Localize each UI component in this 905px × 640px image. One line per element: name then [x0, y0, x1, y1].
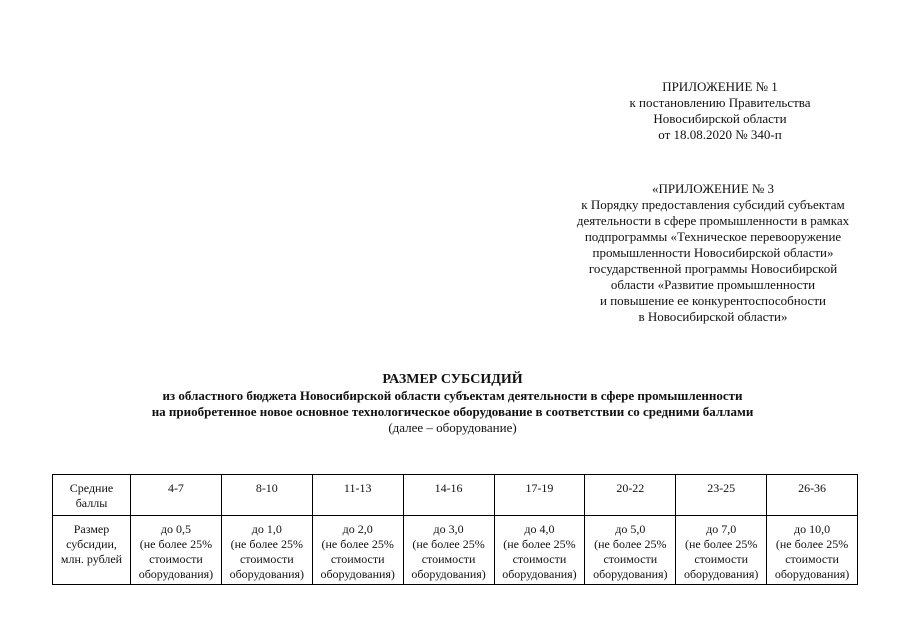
cell-text: 26-36 — [798, 481, 827, 495]
appendix-1-title: ПРИЛОЖЕНИЕ № 1 — [662, 79, 778, 94]
cell-text: субсидии, — [66, 537, 117, 551]
appendix-3-line: деятельности в сфере промышленности в рамках — [576, 213, 850, 228]
cell-text: 20-22 — [616, 481, 645, 495]
cell-text: оборудования) — [229, 567, 305, 581]
table-row — [53, 516, 858, 585]
cell-text: Размер — [73, 522, 110, 536]
cell-text: 11-13 — [343, 481, 372, 495]
appendix-1-line: к постановлению Правительства — [629, 95, 811, 110]
cell-text: 14-16 — [434, 481, 463, 495]
document-subtitle: на приобретенное новое основное технологическое оборудование в соответствии со средними баллами — [151, 404, 754, 419]
cell-text: (не более 25% — [321, 537, 394, 551]
appendix-3-title: «ПРИЛОЖЕНИЕ № 3 — [651, 181, 775, 196]
cell-text: до 1,0 — [251, 522, 282, 536]
cell-text: стоимости — [785, 552, 839, 566]
appendix-3-header — [548, 181, 878, 325]
appendix-1-header — [580, 79, 860, 143]
appendix-3-line: и повышение ее конкурентоспособности — [600, 293, 826, 308]
cell-text: стоимости — [603, 552, 658, 566]
subsidy-amount-cell — [767, 516, 858, 585]
cell-text: до 10,0 — [794, 522, 831, 536]
cell-text: 4-7 — [167, 481, 184, 495]
score-range-cell — [676, 475, 767, 516]
subsidy-amount-cell — [221, 516, 312, 585]
score-range-cell — [494, 475, 585, 516]
cell-text: стоимости — [421, 552, 476, 566]
cell-text: стоимости — [512, 552, 567, 566]
cell-text: 8-10 — [255, 481, 278, 495]
row-header-cell — [53, 475, 131, 516]
subsidy-amount-cell — [585, 516, 676, 585]
document-title: РАЗМЕР СУБСИДИЙ — [382, 372, 523, 387]
cell-text: стоимости — [694, 552, 749, 566]
subsidy-amount-cell — [131, 516, 222, 585]
score-range-cell — [131, 475, 222, 516]
cell-text: оборудования) — [683, 567, 759, 581]
cell-text: оборудования) — [411, 567, 486, 581]
appendix-1-date: от 18.08.2020 № 340-п — [658, 127, 782, 142]
appendix-3-line: к Порядку предоставления субсидий субъектам — [581, 197, 845, 212]
subsidy-amount-cell — [676, 516, 767, 585]
cell-text: Средние — [69, 481, 114, 495]
cell-text: до 2,0 — [342, 522, 373, 536]
appendix-3-line: государственной программы Новосибирской — [588, 261, 838, 276]
subsidy-amount-cell — [403, 516, 494, 585]
cell-text: (не более 25% — [775, 537, 849, 551]
score-range-cell — [767, 475, 858, 516]
cell-text: оборудования) — [138, 567, 214, 581]
cell-text: стоимости — [149, 552, 203, 566]
cell-text: до 0,5 — [160, 522, 191, 536]
subsidy-table — [52, 474, 858, 585]
cell-text: (не более 25% — [594, 537, 667, 551]
cell-text: (не более 25% — [685, 537, 758, 551]
table-row — [53, 475, 858, 516]
appendix-3-line: области «Развитие промышленности — [610, 277, 816, 292]
appendix-3-line: промышленности Новосибирской области» — [592, 245, 834, 260]
cell-text: 23-25 — [707, 481, 736, 495]
subsidy-amount-cell — [494, 516, 585, 585]
cell-text: оборудования) — [502, 567, 577, 581]
document-subtitle: из областного бюджета Новосибирской области субъектам деятельности в сфере промышленности — [162, 388, 743, 403]
cell-text: оборудования) — [593, 567, 668, 581]
cell-text: до 4,0 — [524, 522, 555, 536]
cell-text: оборудования) — [320, 567, 395, 581]
cell-text: (не более 25% — [230, 537, 303, 551]
score-range-cell — [585, 475, 676, 516]
appendix-3-line: в Новосибирской области» — [638, 309, 788, 324]
cell-text: (не более 25% — [503, 537, 576, 551]
score-range-cell — [403, 475, 494, 516]
cell-text: (не более 25% — [412, 537, 485, 551]
cell-text: оборудования) — [774, 567, 850, 581]
cell-text: стоимости — [330, 552, 385, 566]
appendix-1-line: Новосибирской области — [653, 111, 787, 126]
cell-text: 17-19 — [525, 481, 554, 495]
subsidy-amount-cell — [312, 516, 403, 585]
score-range-cell — [221, 475, 312, 516]
cell-text: баллы — [75, 496, 108, 510]
cell-text: (не более 25% — [139, 537, 213, 551]
cell-text: стоимости — [239, 552, 294, 566]
cell-text: до 7,0 — [706, 522, 737, 536]
cell-text: до 3,0 — [433, 522, 464, 536]
score-range-cell — [312, 475, 403, 516]
cell-text: млн. рублей — [60, 552, 123, 566]
document-heading — [60, 372, 845, 436]
appendix-3-line: подпрограммы «Техническое перевооружение — [584, 229, 842, 244]
document-note: (далее – оборудование) — [388, 420, 517, 435]
cell-text: до 5,0 — [615, 522, 646, 536]
row-header-cell — [53, 516, 131, 585]
